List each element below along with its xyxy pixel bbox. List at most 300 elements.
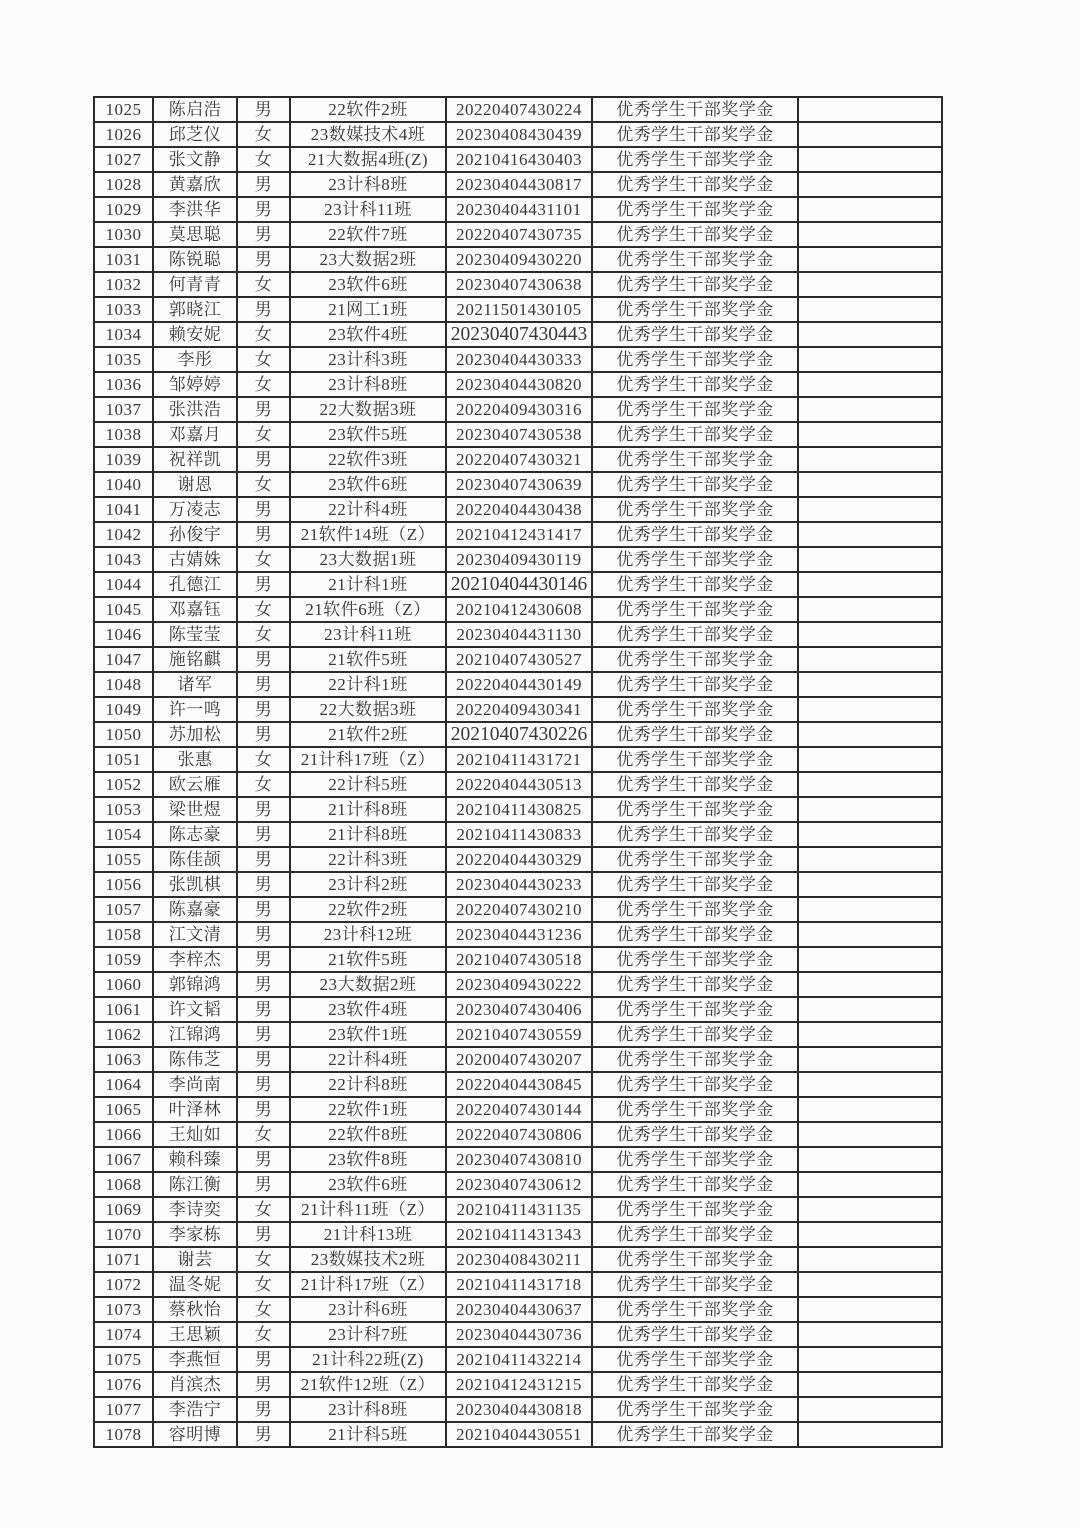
cell-name: 李洪华: [153, 197, 237, 222]
cell-award: 优秀学生干部奖学金: [592, 547, 798, 572]
cell-serial: 1059: [94, 947, 153, 972]
cell-serial: 1028: [94, 172, 153, 197]
cell-award: 优秀学生干部奖学金: [592, 297, 798, 322]
cell-student-no: 20210412431215: [446, 1372, 592, 1397]
cell-student-no: 20210404430551: [446, 1422, 592, 1447]
cell-gender: 男: [237, 197, 290, 222]
cell-award: 优秀学生干部奖学金: [592, 1422, 798, 1447]
cell-class: 21计科17班（Z）: [290, 747, 446, 772]
cell-name: 邓嘉钰: [153, 597, 237, 622]
cell-name: 邓嘉月: [153, 422, 237, 447]
cell-class: 23大数据2班: [290, 972, 446, 997]
cell-student-no: 20230409430220: [446, 247, 592, 272]
table-row: [94, 97, 942, 122]
cell-award: 优秀学生干部奖学金: [592, 1147, 798, 1172]
cell-name: 孔德江: [153, 572, 237, 597]
cell-award: 优秀学生干部奖学金: [592, 747, 798, 772]
cell-award: 优秀学生干部奖学金: [592, 647, 798, 672]
cell-class: 23计科2班: [290, 872, 446, 897]
cell-gender: 男: [237, 722, 290, 747]
cell-note: [798, 747, 942, 772]
cell-student-no: 20220404430513: [446, 772, 592, 797]
cell-name: 邹婷婷: [153, 372, 237, 397]
roster-body: [94, 97, 942, 1447]
cell-note: [798, 197, 942, 222]
cell-award: 优秀学生干部奖学金: [592, 622, 798, 647]
cell-class: 22软件2班: [290, 897, 446, 922]
cell-student-no: 20220404430438: [446, 497, 592, 522]
cell-name: 黄嘉欣: [153, 172, 237, 197]
cell-student-no: 20210404430146: [446, 572, 592, 597]
cell-award: 优秀学生干部奖学金: [592, 1297, 798, 1322]
cell-gender: 女: [237, 122, 290, 147]
table-row: [94, 147, 942, 172]
cell-student-no: 20230404431130: [446, 622, 592, 647]
cell-award: 优秀学生干部奖学金: [592, 572, 798, 597]
cell-note: [798, 472, 942, 497]
cell-class: 23软件6班: [290, 272, 446, 297]
cell-name: 江文清: [153, 922, 237, 947]
cell-name: 陈嘉豪: [153, 897, 237, 922]
cell-note: [798, 797, 942, 822]
cell-serial: 1061: [94, 997, 153, 1022]
cell-note: [798, 1422, 942, 1447]
cell-gender: 女: [237, 1247, 290, 1272]
cell-award: 优秀学生干部奖学金: [592, 722, 798, 747]
cell-student-no: 20210411430833: [446, 822, 592, 847]
cell-name: 莫思聪: [153, 222, 237, 247]
cell-gender: 男: [237, 97, 290, 122]
table-row: [94, 1397, 942, 1422]
cell-gender: 男: [237, 1222, 290, 1247]
cell-serial: 1054: [94, 822, 153, 847]
cell-gender: 男: [237, 572, 290, 597]
cell-gender: 男: [237, 897, 290, 922]
cell-student-no: 20210407430527: [446, 647, 592, 672]
cell-award: 优秀学生干部奖学金: [592, 672, 798, 697]
table-row: [94, 1097, 942, 1122]
cell-student-no: 20220407430210: [446, 897, 592, 922]
cell-student-no: 20220407430224: [446, 97, 592, 122]
cell-serial: 1040: [94, 472, 153, 497]
cell-name: 李彤: [153, 347, 237, 372]
cell-name: 陈志豪: [153, 822, 237, 847]
cell-serial: 1065: [94, 1097, 153, 1122]
table-row: [94, 247, 942, 272]
cell-class: 22软件7班: [290, 222, 446, 247]
cell-note: [798, 1322, 942, 1347]
table-row: [94, 222, 942, 247]
cell-award: 优秀学生干部奖学金: [592, 272, 798, 297]
cell-class: 23计科6班: [290, 1297, 446, 1322]
cell-serial: 1052: [94, 772, 153, 797]
table-row: [94, 447, 942, 472]
cell-student-no: 20220407430806: [446, 1122, 592, 1147]
cell-name: 许文韬: [153, 997, 237, 1022]
table-row: [94, 372, 942, 397]
cell-name: 欧云雁: [153, 772, 237, 797]
cell-note: [798, 347, 942, 372]
cell-student-no: 20230404430736: [446, 1322, 592, 1347]
cell-name: 陈启浩: [153, 97, 237, 122]
cell-award: 优秀学生干部奖学金: [592, 172, 798, 197]
cell-name: 温冬妮: [153, 1272, 237, 1297]
table-row: [94, 947, 942, 972]
cell-serial: 1032: [94, 272, 153, 297]
cell-note: [798, 1022, 942, 1047]
cell-gender: 男: [237, 1397, 290, 1422]
cell-note: [798, 497, 942, 522]
cell-award: 优秀学生干部奖学金: [592, 372, 798, 397]
cell-award: 优秀学生干部奖学金: [592, 1022, 798, 1047]
cell-class: 23计科11班: [290, 622, 446, 647]
cell-gender: 男: [237, 497, 290, 522]
table-row: [94, 1347, 942, 1372]
cell-name: 陈伟芝: [153, 1047, 237, 1072]
cell-serial: 1034: [94, 322, 153, 347]
table-row: [94, 747, 942, 772]
cell-gender: 男: [237, 1047, 290, 1072]
table-row: [94, 1222, 942, 1247]
table-row: [94, 1122, 942, 1147]
cell-serial: 1071: [94, 1247, 153, 1272]
cell-serial: 1051: [94, 747, 153, 772]
cell-serial: 1067: [94, 1147, 153, 1172]
table-row: [94, 497, 942, 522]
cell-student-no: 20230408430439: [446, 122, 592, 147]
cell-serial: 1042: [94, 522, 153, 547]
cell-serial: 1055: [94, 847, 153, 872]
cell-note: [798, 297, 942, 322]
table-row: [94, 197, 942, 222]
cell-gender: 男: [237, 997, 290, 1022]
cell-student-no: 20230404430818: [446, 1397, 592, 1422]
cell-student-no: 20220407430735: [446, 222, 592, 247]
cell-name: 张文静: [153, 147, 237, 172]
cell-serial: 1060: [94, 972, 153, 997]
table-row: [94, 472, 942, 497]
cell-award: 优秀学生干部奖学金: [592, 1347, 798, 1372]
cell-class: 23计科8班: [290, 172, 446, 197]
table-row: [94, 1297, 942, 1322]
table-row: [94, 522, 942, 547]
cell-student-no: 20230407430638: [446, 272, 592, 297]
cell-class: 21网工1班: [290, 297, 446, 322]
cell-name: 蔡秋怡: [153, 1297, 237, 1322]
table-row: [94, 272, 942, 297]
table-row: [94, 847, 942, 872]
cell-class: 22计科4班: [290, 1047, 446, 1072]
cell-note: [798, 1372, 942, 1397]
cell-note: [798, 222, 942, 247]
cell-class: 23计科7班: [290, 1322, 446, 1347]
cell-serial: 1049: [94, 697, 153, 722]
cell-serial: 1066: [94, 1122, 153, 1147]
cell-note: [798, 647, 942, 672]
cell-class: 21软件6班（Z）: [290, 597, 446, 622]
cell-student-no: 20220409430316: [446, 397, 592, 422]
cell-class: 22软件1班: [290, 1097, 446, 1122]
cell-student-no: 20220407430144: [446, 1097, 592, 1122]
table-row: [94, 572, 942, 597]
cell-name: 何青青: [153, 272, 237, 297]
table-row: [94, 422, 942, 447]
cell-name: 陈江衡: [153, 1172, 237, 1197]
cell-award: 优秀学生干部奖学金: [592, 972, 798, 997]
cell-note: [798, 247, 942, 272]
cell-class: 22计科3班: [290, 847, 446, 872]
cell-award: 优秀学生干部奖学金: [592, 822, 798, 847]
cell-gender: 男: [237, 1347, 290, 1372]
cell-student-no: 20210411431721: [446, 747, 592, 772]
cell-class: 23计科12班: [290, 922, 446, 947]
cell-gender: 男: [237, 1097, 290, 1122]
cell-student-no: 20230409430119: [446, 547, 592, 572]
cell-student-no: 20210416430403: [446, 147, 592, 172]
cell-name: 孙俊宇: [153, 522, 237, 547]
cell-name: 李浩宁: [153, 1397, 237, 1422]
cell-gender: 女: [237, 372, 290, 397]
cell-award: 优秀学生干部奖学金: [592, 922, 798, 947]
cell-note: [798, 847, 942, 872]
cell-student-no: 20210407430559: [446, 1022, 592, 1047]
cell-student-no: 20210407430518: [446, 947, 592, 972]
cell-serial: 1047: [94, 647, 153, 672]
cell-serial: 1048: [94, 672, 153, 697]
cell-award: 优秀学生干部奖学金: [592, 1122, 798, 1147]
cell-gender: 男: [237, 297, 290, 322]
cell-gender: 男: [237, 797, 290, 822]
cell-name: 张洪浩: [153, 397, 237, 422]
cell-gender: 女: [237, 747, 290, 772]
cell-note: [798, 1072, 942, 1097]
cell-serial: 1035: [94, 347, 153, 372]
table-row: [94, 1322, 942, 1347]
cell-student-no: 20230404430333: [446, 347, 592, 372]
cell-note: [798, 272, 942, 297]
cell-note: [798, 622, 942, 647]
cell-serial: 1074: [94, 1322, 153, 1347]
cell-serial: 1073: [94, 1297, 153, 1322]
table-row: [94, 347, 942, 372]
cell-gender: 女: [237, 547, 290, 572]
cell-name: 邱芝仪: [153, 122, 237, 147]
cell-note: [798, 97, 942, 122]
cell-award: 优秀学生干部奖学金: [592, 397, 798, 422]
cell-gender: 男: [237, 872, 290, 897]
cell-class: 23计科11班: [290, 197, 446, 222]
cell-class: 22软件8班: [290, 1122, 446, 1147]
cell-gender: 女: [237, 347, 290, 372]
cell-serial: 1036: [94, 372, 153, 397]
cell-gender: 女: [237, 1322, 290, 1347]
cell-student-no: 20230407430612: [446, 1172, 592, 1197]
cell-gender: 男: [237, 672, 290, 697]
cell-class: 23软件5班: [290, 422, 446, 447]
cell-gender: 女: [237, 147, 290, 172]
cell-note: [798, 1197, 942, 1222]
cell-student-no: 20220409430341: [446, 697, 592, 722]
cell-award: 优秀学生干部奖学金: [592, 347, 798, 372]
cell-note: [798, 822, 942, 847]
cell-class: 21软件5班: [290, 947, 446, 972]
cell-gender: 男: [237, 222, 290, 247]
cell-class: 23数媒技术4班: [290, 122, 446, 147]
cell-name: 肖滨杰: [153, 1372, 237, 1397]
cell-class: 21软件2班: [290, 722, 446, 747]
cell-student-no: 20210412431417: [446, 522, 592, 547]
cell-student-no: 20230404430233: [446, 872, 592, 897]
cell-class: 21计科22班(Z): [290, 1347, 446, 1372]
cell-name: 谢恩: [153, 472, 237, 497]
cell-gender: 女: [237, 422, 290, 447]
cell-student-no: 20230404430817: [446, 172, 592, 197]
cell-note: [798, 572, 942, 597]
cell-award: 优秀学生干部奖学金: [592, 472, 798, 497]
table-row: [94, 672, 942, 697]
cell-class: 21软件14班（Z）: [290, 522, 446, 547]
table-row: [94, 897, 942, 922]
cell-serial: 1064: [94, 1072, 153, 1097]
cell-student-no: 20211501430105: [446, 297, 592, 322]
cell-award: 优秀学生干部奖学金: [592, 1372, 798, 1397]
cell-gender: 男: [237, 697, 290, 722]
cell-serial: 1072: [94, 1272, 153, 1297]
cell-note: [798, 1222, 942, 1247]
cell-student-no: 20200407430207: [446, 1047, 592, 1072]
cell-serial: 1063: [94, 1047, 153, 1072]
cell-note: [798, 147, 942, 172]
cell-gender: 女: [237, 772, 290, 797]
cell-class: 22大数据3班: [290, 697, 446, 722]
cell-award: 优秀学生干部奖学金: [592, 222, 798, 247]
cell-name: 李燕恒: [153, 1347, 237, 1372]
cell-gender: 男: [237, 172, 290, 197]
cell-class: 23计科3班: [290, 347, 446, 372]
cell-name: 李家栋: [153, 1222, 237, 1247]
cell-award: 优秀学生干部奖学金: [592, 1322, 798, 1347]
table-row: [94, 647, 942, 672]
cell-award: 优秀学生干部奖学金: [592, 772, 798, 797]
cell-serial: 1029: [94, 197, 153, 222]
cell-serial: 1070: [94, 1222, 153, 1247]
cell-student-no: 20210411430825: [446, 797, 592, 822]
cell-note: [798, 522, 942, 547]
cell-student-no: 20230404430637: [446, 1297, 592, 1322]
cell-serial: 1026: [94, 122, 153, 147]
cell-name: 赖科臻: [153, 1147, 237, 1172]
cell-serial: 1033: [94, 297, 153, 322]
cell-award: 优秀学生干部奖学金: [592, 1172, 798, 1197]
cell-serial: 1078: [94, 1422, 153, 1447]
cell-serial: 1068: [94, 1172, 153, 1197]
cell-class: 23计科8班: [290, 1397, 446, 1422]
cell-name: 江锦鸿: [153, 1022, 237, 1047]
table-row: [94, 622, 942, 647]
cell-class: 22计科1班: [290, 672, 446, 697]
table-row: [94, 1372, 942, 1397]
cell-student-no: 20210411431718: [446, 1272, 592, 1297]
cell-award: 优秀学生干部奖学金: [592, 1072, 798, 1097]
cell-class: 21计科17班（Z）: [290, 1272, 446, 1297]
cell-class: 23计科8班: [290, 372, 446, 397]
cell-class: 21计科11班（Z）: [290, 1197, 446, 1222]
cell-student-no: 20230407430406: [446, 997, 592, 1022]
cell-note: [798, 922, 942, 947]
cell-gender: 女: [237, 1197, 290, 1222]
cell-gender: 男: [237, 247, 290, 272]
table-row: [94, 1197, 942, 1222]
cell-student-no: 20230407430810: [446, 1147, 592, 1172]
cell-class: 23软件4班: [290, 322, 446, 347]
cell-award: 优秀学生干部奖学金: [592, 872, 798, 897]
cell-name: 陈佳颉: [153, 847, 237, 872]
cell-gender: 男: [237, 822, 290, 847]
cell-name: 郭锦鸿: [153, 972, 237, 997]
table-row: [94, 1022, 942, 1047]
cell-note: [798, 1397, 942, 1422]
cell-note: [798, 897, 942, 922]
cell-note: [798, 1147, 942, 1172]
cell-serial: 1027: [94, 147, 153, 172]
cell-note: [798, 397, 942, 422]
cell-gender: 男: [237, 922, 290, 947]
cell-award: 优秀学生干部奖学金: [592, 1097, 798, 1122]
cell-serial: 1031: [94, 247, 153, 272]
cell-student-no: 20230407430538: [446, 422, 592, 447]
cell-name: 陈莹莹: [153, 622, 237, 647]
cell-award: 优秀学生干部奖学金: [592, 1047, 798, 1072]
cell-serial: 1039: [94, 447, 153, 472]
cell-class: 21计科5班: [290, 1422, 446, 1447]
cell-serial: 1053: [94, 797, 153, 822]
cell-serial: 1069: [94, 1197, 153, 1222]
cell-gender: 女: [237, 472, 290, 497]
cell-name: 赖安妮: [153, 322, 237, 347]
table-row: [94, 872, 942, 897]
cell-award: 优秀学生干部奖学金: [592, 947, 798, 972]
table-row: [94, 1272, 942, 1297]
cell-gender: 男: [237, 1172, 290, 1197]
cell-class: 23大数据1班: [290, 547, 446, 572]
table-row: [94, 1422, 942, 1447]
cell-class: 22计科8班: [290, 1072, 446, 1097]
cell-gender: 男: [237, 1022, 290, 1047]
cell-gender: 男: [237, 1372, 290, 1397]
cell-class: 22大数据3班: [290, 397, 446, 422]
cell-student-no: 20230404430820: [446, 372, 592, 397]
cell-serial: 1045: [94, 597, 153, 622]
table-row: [94, 322, 942, 347]
table-row: [94, 1247, 942, 1272]
cell-student-no: 20220404430845: [446, 1072, 592, 1097]
cell-student-no: 20230407430639: [446, 472, 592, 497]
cell-gender: 女: [237, 1122, 290, 1147]
cell-note: [798, 947, 942, 972]
cell-student-no: 20210411431135: [446, 1197, 592, 1222]
table-row: [94, 722, 942, 747]
cell-class: 21计科1班: [290, 572, 446, 597]
cell-award: 优秀学生干部奖学金: [592, 447, 798, 472]
cell-serial: 1025: [94, 97, 153, 122]
cell-award: 优秀学生干部奖学金: [592, 997, 798, 1022]
cell-name: 许一鸣: [153, 697, 237, 722]
cell-gender: 男: [237, 647, 290, 672]
cell-note: [798, 1097, 942, 1122]
cell-note: [798, 772, 942, 797]
cell-serial: 1046: [94, 622, 153, 647]
cell-student-no: 20220404430329: [446, 847, 592, 872]
